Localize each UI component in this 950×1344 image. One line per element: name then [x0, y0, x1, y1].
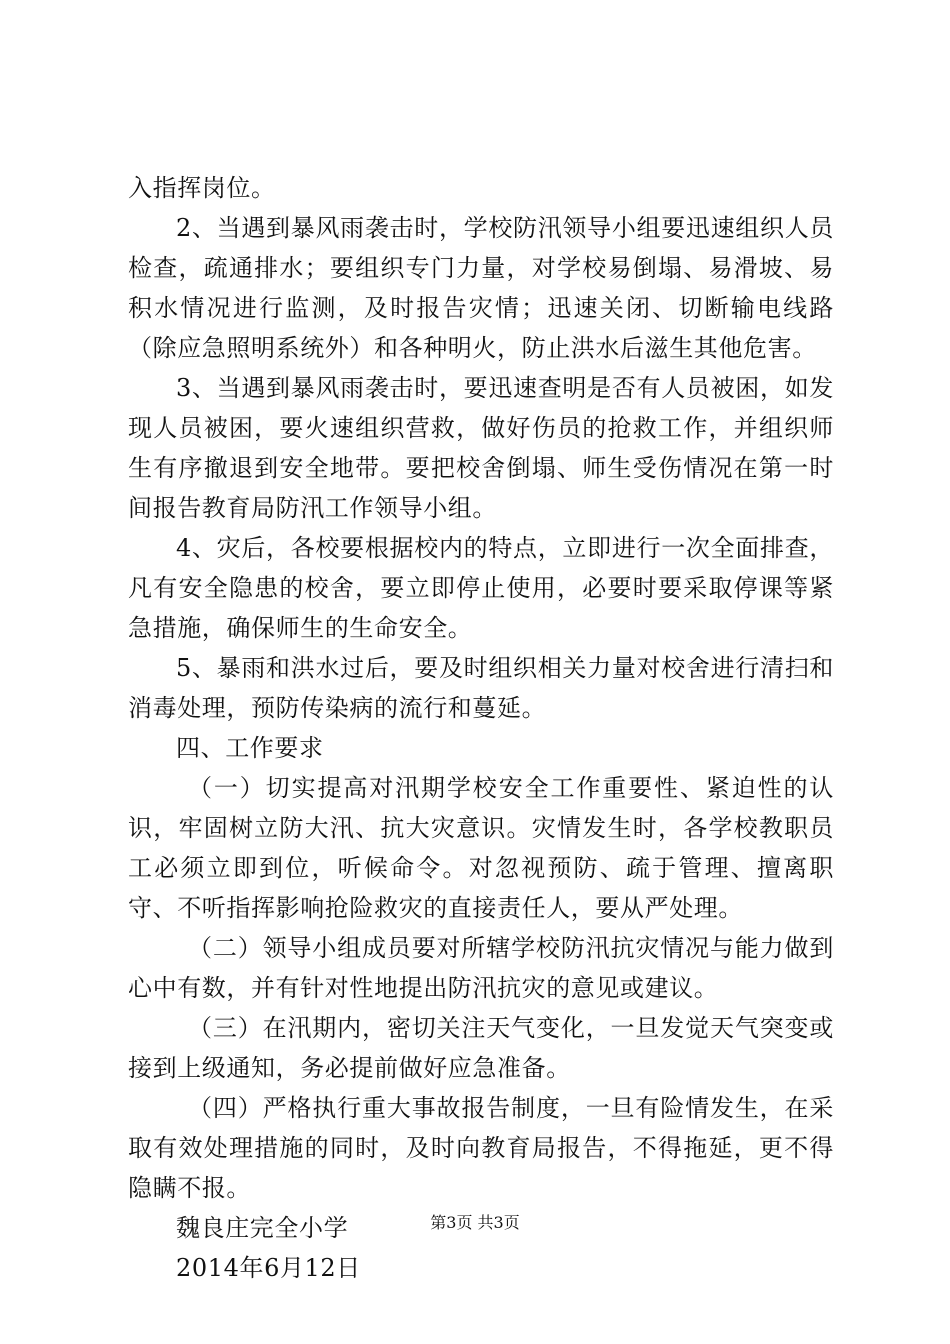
- signature-date: 2014年6月12日: [176, 1254, 361, 1282]
- requirement-3: （三）在汛期内，密切关注天气变化，一旦发觉天气突变或接到上级通知，务必提前做好应急准备。: [128, 1014, 834, 1082]
- page-footer: [0, 1211, 950, 1235]
- section-heading-work-requirements: 四、工作要求: [176, 734, 324, 762]
- paragraph-item-4: 4、灾后，各校要根据校内的特点，立即进行一次全面排查，凡有安全隐患的校舍，要立即停止使用，必要时要采取停课等紧急措施，确保师生的生命安全。: [128, 534, 834, 642]
- paragraph-item-3: 3、当遇到暴风雨袭击时，要迅速查明是否有人员被困，如发现人员被困，要火速组织营救，做好伤员的抢救工作，并组织师生有序撤退到安全地带。要把校舍倒塌、师生受伤情况在第一时间报告教育局防汛工作领导小组。: [128, 374, 834, 522]
- requirement-1: （一）切实提高对汛期学校安全工作重要性、紧迫性的认识，牢固树立防大汛、抗大灾意识。灾情发生时，各学校教职员工必须立即到位，听候命令。对忽视预防、疏于管理、擅离职守、不听指挥影响抢险救灾的直接责任人，要从严处理。: [128, 774, 834, 922]
- requirement-2: （二）领导小组成员要对所辖学校防汛抗灾情况与能力做到心中有数，并有针对性地提出防汛抗灾的意见或建议。: [128, 934, 834, 1002]
- document-body: [128, 168, 834, 1288]
- page-number-label: 第3页 共3页: [430, 1213, 520, 1232]
- requirement-4: （四）严格执行重大事故报告制度，一旦有险情发生，在采取有效处理措施的同时，及时向教育局报告，不得拖延，更不得隐瞒不报。: [128, 1094, 834, 1202]
- paragraph-item-5: 5、暴雨和洪水过后，要及时组织相关力量对校舍进行清扫和消毒处理，预防传染病的流行和蔓延。: [128, 654, 834, 722]
- signature-organization: 魏良庄完全小学: [176, 1214, 349, 1242]
- paragraph-item-2: 2、当遇到暴风雨袭击时，学校防汛领导小组要迅速组织人员检查，疏通排水；要组织专门力量，对学校易倒塌、易滑坡、易积水情况进行监测，及时报告灾情；迅速关闭、切断输电线路（除应急照明系统外）和各种明火，防止洪水后滋生其他危害。: [128, 214, 834, 362]
- paragraph-continuation: 入指挥岗位。: [128, 174, 276, 202]
